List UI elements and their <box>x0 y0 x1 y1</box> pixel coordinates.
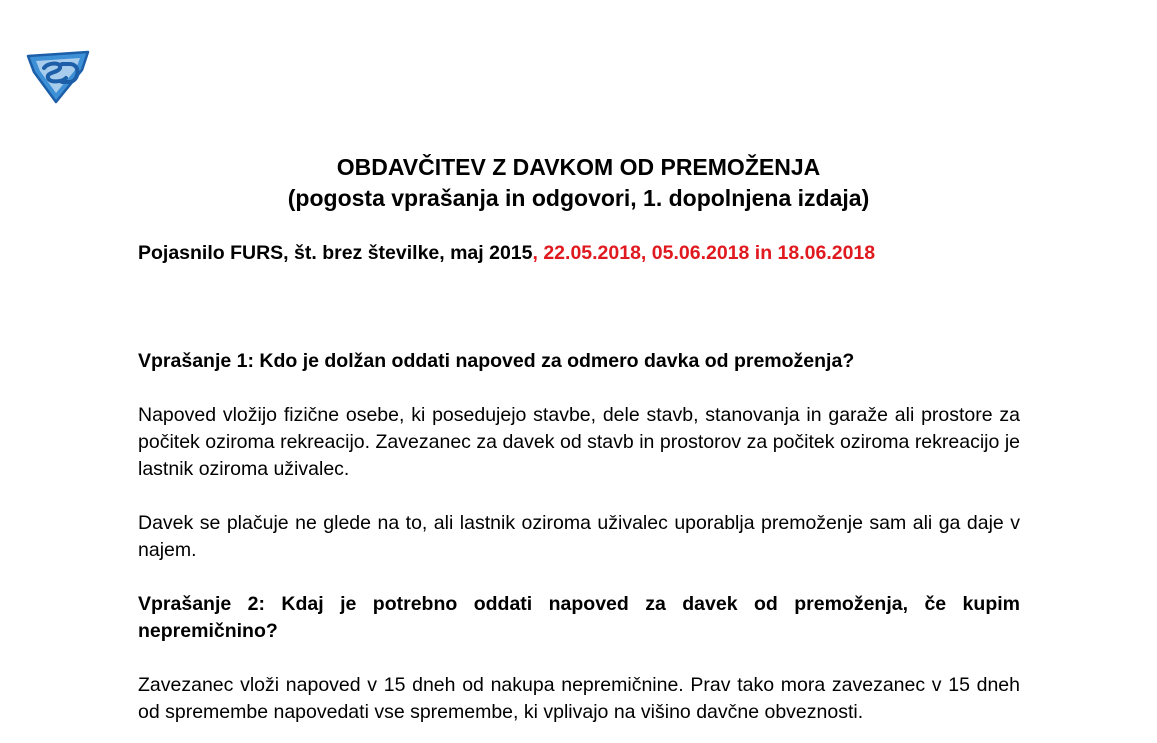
document-subtitle: (pogosta vprašanja in odgovori, 1. dopolnjena izdaja) <box>287 185 870 211</box>
answer-2-paragraph-1: Zavezanec vloži napoved v 15 dneh od nakupa nepremičnine. Prav tako mora zavezanec v 15 dneh od spremembe napovedati vse spremembe, ki vplivajo na višino davčne obveznosti. <box>138 674 1020 723</box>
answer-1-paragraph-1: Napoved vložijo fizične osebe, ki posedujejo stavbe, dele stavb, stanovanja in garaže ali prostore za počitek oziroma rekreacijo. Zavezanec za davek od stavb in prostorov za počitek oziroma rekreacijo je lastnik oziroma uživalec. <box>138 404 1020 480</box>
source-reference <box>138 240 1020 267</box>
document-title: OBDAVČITEV Z DAVKOM OD PREMOŽENJA <box>336 154 821 180</box>
question-2: Vprašanje 2: Kdaj je potrebno oddati napoved za davek od premoženja, če kupim nepremičnino? <box>138 593 1020 642</box>
answer-1-paragraph-2: Davek se plačuje ne glede na to, ali lastnik oziroma uživalec uporablja premoženje sam ali ga daje v najem. <box>138 512 1020 561</box>
source-prefix: Pojasnilo FURS, št. brez številke, maj 2015 <box>138 242 533 264</box>
shield-logo-icon <box>22 48 94 104</box>
question-1: Vprašanje 1: Kdo je dolžan oddati napoved za odmero davka od premoženja? <box>138 350 855 372</box>
source-update-dates: , 22.05.2018, 05.06.2018 in 18.06.2018 <box>532 242 876 264</box>
